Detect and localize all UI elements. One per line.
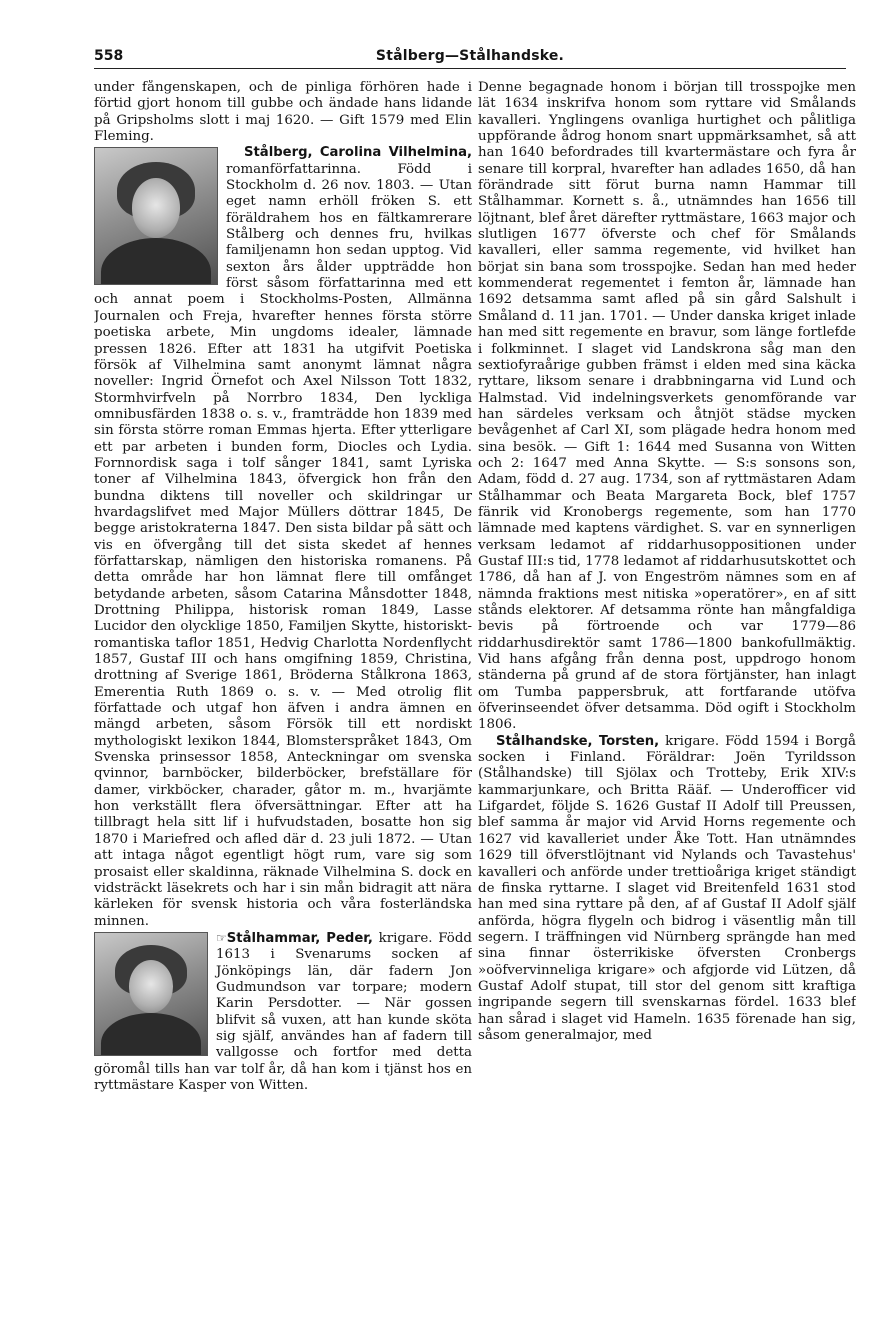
page-header (94, 44, 846, 69)
entry-continuation: under fångenskapen, och de pinliga förhören hade i förtid gjort honom till gubbe och ändade hans lidande på Gripsholms slott i maj 1620. — Gift 1579 med Elin Fleming. (94, 80, 472, 145)
entry-stalhammar (94, 930, 472, 1094)
entry-text-stalhandske: krigare. Född 1594 i Borgå socken i Finland. Föräldrar: Joën Tyrildsson (Stålhandske) till Sjölax och Trotteby, Erik XIV:s kammarjunkare, och Britta Rääf. — Underofficer vid Lifgardet, följde S. 1626 Gustaf II Adolf till Preussen, blef samma år major vid Arvid Horns regemente och 1627 vid kavalleriet under Åke Tott. Han utnämndes 1629 till öfverstlöjtnant vid Nylands och Tavastehus' kavalleri och anförde under trettioåriga kriget ständigt de finska ryttarne. I slaget vid Breitenfeld 1631 stod han med sina ryttare på den, af af Gustaf II Adolf själf anförda, högra flygeln och bidrog i väsentlig mån till segern. I träffningen vid Nürnberg sprängde han med sina finnar österrikiske öfversten Cronbergs »oöfvervinneliga krigare» och afgjorde vid Lützen, då Gustaf Adolf stupat, till stor del genom sitt kraftiga ingripande segern till svenskarnas fördel. 1633 blef han sårad i slaget vid Hameln. 1635 förenade han sig, såsom generalmajor, med (478, 733, 856, 1043)
pointing-hand-icon: ☞ (216, 930, 227, 945)
entry-stalhammar-continued: Denne begagnade honom i början till trosspojke men lät 1634 inskrifva honom som ryttare vid Smålands kavalleri. Ynglingens ovanliga hurtighet och pålitliga uppförande ådrog honom snart uppmärksamhet, så att han 1640 befordrades till kvartermästare och fyra år senare till korpral, hvarefter han adlades 1650, då han förändrade sitt förut burna namn Hammar till Stålhammar. Kornett s. å., utnämndes han 1656 till löjtnant, blef året därefter ryttmästare, 1663 major och slutligen 1677 öfverste och chef för Smålands kavalleri, eller samma regemente, vid hvilket han börjat sin bana som trosspojke. Sedan han med heder kommenderat regementet i femton år, lämnade han 1692 detsamma samt afled på sin gård Salshult i Småland d. 11 jan. 1701. — Under danska kriget inlade han med sitt regemente en bravur, som länge fortlefde i folkminnet. I slaget vid Landskrona såg man den sextiofyraårige gubben främst i elden med sina käcka ryttare, liksom senare i drabbningarna vid Lund och Halmstad. Vid indelningsverkets genomförande var han särdeles verksam och åtnjöt städse mycken bevågenhet af Carl XI, som plägade hedra honom med sina besök. — Gift 1: 1644 med Susanna von Witten och 2: 1647 med Anna Skytte. — S:s sonsons son, Adam, född d. 27 aug. 1734, son af ryttmästaren Adam Stålhammar och Beata Margareta Bock, blef 1757 fänrik vid Kronobergs regemente, som han 1770 lämnade med kaptens värdighet. S. var en synnerligen verksam ledamot af riddarhusoppositionen under Gustaf III:s tid, 1778 ledamot af riddarhusutskottet och 1786, då han af J. von Engeström nämnes som en af nämnda fraktions mest nitiska »operatörer», en af sitt stånds elektorer. Af detsamma rönte han mångfaldiga bevis på förtroende och var 1779—86 riddarhusdirektör samt 1786—1800 bankofullmäktig. Vid hans afgång från denna post, uppdrogo honom ständerna på grund af de stora förtjänster, han inlagt om Tumba pappersbruk, att fortfarande utöfva öfverinseendet öfver detsamma. Död ogift i Stockholm 1806. (478, 80, 856, 733)
entry-stalhandske (478, 734, 856, 1045)
right-column (478, 80, 856, 1320)
entry-stalberg (94, 145, 472, 930)
running-head: Stålberg—Stålhandske. (375, 48, 565, 64)
left-column (94, 80, 472, 1320)
entry-text-stalberg: romanförfattarinna. Född i Stockholm d. 26 nov. 1803. — Utan eget namn erhöll fröken S. ett föräldrahem hos en fältkamrerare Stålberg och dennes fru, hvilkas familjenamn hon sedan upptog. Vid sexton års ålder uppträdde hon först såsom författarinna med ett och annat poem i Stockholms-Posten, Allmänna Journalen och Freja, hvarefter hennes första större poetiska arbete, Min ungdoms idealer, lämnade pressen 1826. Efter att 1831 ha utgifvit Poetiska försök af Vilhelmina samt anonymt lämnat några noveller: Ingrid Örnefot och Axel Nilsson Tott 1832, Stormhvirfveln på Norrbro 1834, Den lyckliga omnibusfärden 1838 o. s. v., framträdde hon 1839 med sin första större roman Emmas hjerta. Efter ytterligare ett par arbeten i bunden form, Diocles och Lydia. Fornnordisk saga i tolf sånger 1841, samt Lyriska toner af Vilhelmina 1843, öfvergick hon från den bundna diktens till noveller och skildringar ur hvardagslifvet med Major Müllers döttrar 1845, De begge aristokraterna 1847. Den sista bildar på sätt och vis en öfvergång till det sista skedet af hennes författarskap, nämligen den historiska romanens. På detta område har hon lämnat flere till omfånget betydande arbeten, såsom Catarina Månsdotter 1848, Drottning Philippa, historisk roman 1849, Lasse Lucidor den olycklige 1850, Familjen Skytte, historiskt-romantiska taflor 1851, Hedvig Charlotta Nordenflycht 1857, Gustaf III och hans omgifning 1859, Christina, drottning af Sverige 1861, Bröderna Stålkrona 1863, Emerentia Ruth 1869 o. s. v. — Med otrolig flit författade och utgaf hon äfven i andra ämnen en mängd arbeten, såsom Försök till ett nordiskt mythologiskt lexikon 1844, Blomsterspråket 1843, Om Svenska prinsessor 1858, Anteckningar om svenska qvinnor, barnböcker, bilderböcker, brefställare för damer, virkböcker, charader, gåtor m. m., hvarjämte hon verkställt flera öfversättningar. Efter att ha tillbragt hela sitt lif i hufvudstaden, bosatte hon sig 1870 i Mariefred och afled där d. 23 juli 1872. — Utan att intaga något egentligt högt rum, vare sig som prosaist eller skaldinna, räknade Vilhelmina S. dock en vidsträckt läsekrets och har i sin mån bidragit att nära kärleken för svensk historia och våra fosterländska minnen. (94, 161, 472, 929)
portrait-stalberg-icon (94, 147, 218, 285)
page-number: 558 (94, 48, 124, 64)
entry-text-stalhammar: krigare. Född 1613 i Svenarums socken af Jönköpings län, där fadern Jon Gudmundson var torpare; modern Karin Persdotter. — När gossen blifvit så vuxen, att han kunde sköta sig själf, användes han af fadern till vallgosse och fortfor med detta göromål tills han var tolf år, då han kom i tjänst hos en ryttmästare Kasper von Witten. (94, 930, 472, 1093)
entry-name-stalhammar: Stålhammar, Peder, (226, 930, 373, 946)
entry-name-stalberg: Stålberg, Carolina Vilhelmina, (244, 145, 472, 161)
portrait-stalhammar-icon (94, 932, 208, 1056)
entry-name-stalhandske: Stålhandske, Torsten, (496, 733, 660, 749)
